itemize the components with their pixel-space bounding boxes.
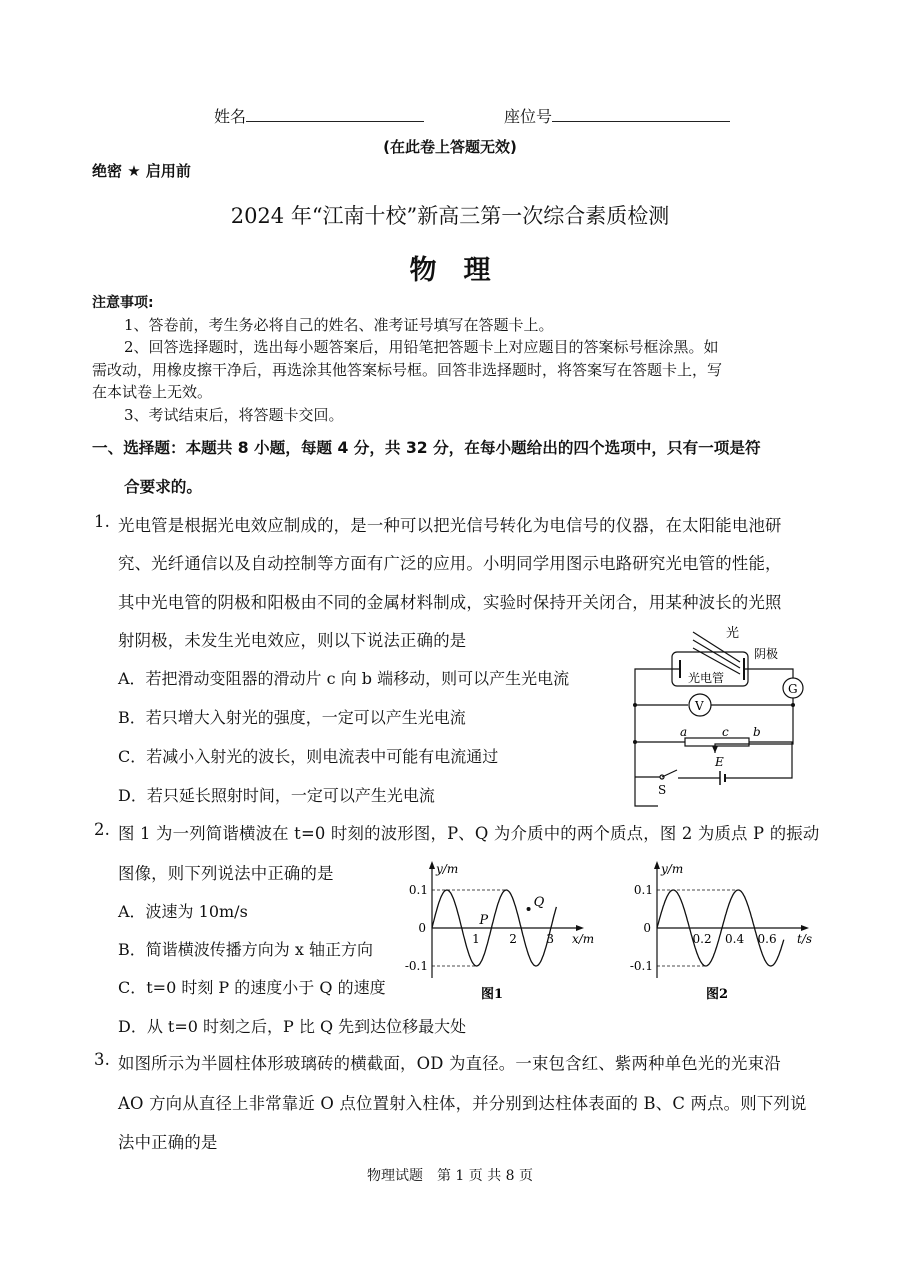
option-a: A．若把滑动变阻器的滑动片 c 向 b 端移动，则可以产生光电流	[118, 669, 570, 688]
name-label: 姓名	[214, 107, 247, 126]
wire-right	[725, 742, 792, 778]
question-text: 图 1 为一列简谐横波在 t=0 时刻的波形图，P、Q 为介质中的两个质点，图 2 为质点 P 的振动	[118, 824, 820, 843]
name-blank	[246, 107, 424, 122]
notice-item: 需改动，用橡皮擦干净后，再选涂其他答案标号框。回答非选择题时，将答案写在答题卡上，写	[92, 361, 723, 379]
x-tick-label: 3	[546, 932, 555, 946]
y-axis-arrow	[654, 861, 660, 869]
y-axis-label: y/m	[436, 862, 459, 876]
rheostat	[685, 738, 749, 746]
label-e: E	[715, 755, 724, 769]
light-ray	[693, 640, 740, 668]
cathode-label: 阴极	[754, 647, 779, 661]
wave-chart-fig2	[620, 855, 820, 1005]
y-tick-label: -0.1	[404, 959, 428, 973]
chart-title: 图2	[705, 987, 729, 1002]
y-tick-label: 0.1	[633, 883, 653, 897]
x-axis-arrow	[801, 925, 809, 931]
origin-label: 0	[643, 921, 651, 935]
light-label: 光	[726, 626, 740, 641]
question-text: 光电管是根据光电效应制成的，是一种可以把光信号转化为电信号的仪器，在太阳能电池研	[118, 516, 782, 535]
name-field	[214, 104, 424, 127]
label-b: b	[753, 725, 761, 739]
x-axis-label: x/m	[572, 932, 595, 946]
x-tick-label: 1	[472, 932, 480, 946]
wave-chart-fig1	[395, 855, 595, 1005]
secret-label: 绝密 ★ 启用前	[92, 162, 191, 180]
notice-item: 2、回答选择题时，选出每小题答案后，用铅笔把答题卡上对应题目的答案标号框涂黑。如	[124, 338, 719, 356]
question-text: 图像，则下列说法中正确的是	[118, 864, 334, 883]
notice-title: 注意事项:	[92, 295, 154, 311]
point-q	[527, 907, 531, 911]
section-heading-cont: 合要求的。	[124, 478, 202, 496]
circuit-diagram	[620, 620, 820, 810]
y-tick-label: 0.1	[408, 883, 428, 897]
x-tick-label: 0.6	[757, 932, 777, 946]
label-s: S	[658, 783, 667, 797]
section-heading: 一、选择题：本题共 8 小题，每题 4 分，共 32 分，在每小题给出的四个选项中，只有一项是符	[92, 439, 761, 457]
seat-blank	[552, 107, 730, 122]
tube-label: 光电管	[688, 671, 725, 685]
page-footer: 物理试题 第 1 页 共 8 页	[366, 1168, 534, 1184]
question-text: 射阴极，未发生光电效应，则以下说法正确的是	[118, 631, 467, 650]
question-number: 2.	[94, 820, 111, 839]
notice-item: 1、答卷前，考生务必将自己的姓名、准考证号填写在答题卡上。	[124, 316, 554, 334]
question-text: 如图所示为半圆柱体形玻璃砖的横截面，OD 为直径。一束包含红、紫两种单色光的光束沿	[118, 1054, 781, 1073]
origin-label: 0	[418, 921, 426, 935]
x-axis-label: t/s	[797, 932, 813, 946]
option-c: C．t=0 时刻 P 的速度小于 Q 的速度	[118, 978, 386, 997]
point-q-label: Q	[533, 895, 545, 910]
question-text: AO 方向从直径上非常靠近 O 点位置射入柱体，并分别到达柱体表面的 B、C 两点。则下列说	[118, 1094, 807, 1113]
point-p-label: P	[479, 913, 489, 928]
seat-label: 座位号	[504, 107, 553, 126]
option-a: A．波速为 10m/s	[118, 902, 248, 921]
invalid-note: (在此卷上答题无效)	[383, 138, 517, 156]
chart-title: 图1	[480, 987, 504, 1002]
seat-field	[504, 104, 730, 127]
notice-item: 在本试卷上无效。	[92, 383, 213, 401]
option-b: B．简谐横波传播方向为 x 轴正方向	[118, 940, 373, 959]
option-d: D．若只延长照射时间，一定可以产生光电流	[118, 786, 435, 805]
question-number: 3.	[94, 1050, 111, 1069]
option-c: C．若减小入射光的波长，则电流表中可能有电流通过	[118, 747, 499, 766]
x-tick-label: 0.2	[692, 932, 712, 946]
y-axis-arrow	[429, 861, 435, 869]
voltmeter-label: V	[695, 699, 704, 713]
notice-item: 3、考试结束后，将答题卡交回。	[124, 406, 344, 424]
x-axis-arrow	[576, 925, 584, 931]
subject-title: 物 理	[409, 255, 491, 286]
x-tick-label: 2	[509, 932, 517, 946]
label-a: a	[680, 725, 688, 739]
y-axis-label: y/m	[661, 862, 684, 876]
option-d: D．从 t=0 时刻之后，P 比 Q 先到达位移最大处	[118, 1017, 467, 1036]
label-c: c	[722, 725, 729, 739]
galvanometer-label: G	[788, 682, 798, 696]
x-tick-label: 0.4	[725, 932, 745, 946]
option-b: B．若只增大入射光的强度，一定可以产生光电流	[118, 708, 466, 727]
question-number: 1.	[94, 512, 111, 531]
question-text: 究、光纤通信以及自动控制等方面有广泛的应用。小明同学用图示电路研究光电管的性能，	[118, 554, 782, 573]
exam-title: 2024 年“江南十校”新高三第一次综合素质检测	[230, 204, 670, 228]
y-tick-label: -0.1	[629, 959, 653, 973]
question-text: 法中正确的是	[118, 1133, 218, 1152]
question-text: 其中光电管的阴极和阳极由不同的金属材料制成，实验时保持开关闭合，用某种波长的光照	[118, 593, 782, 612]
